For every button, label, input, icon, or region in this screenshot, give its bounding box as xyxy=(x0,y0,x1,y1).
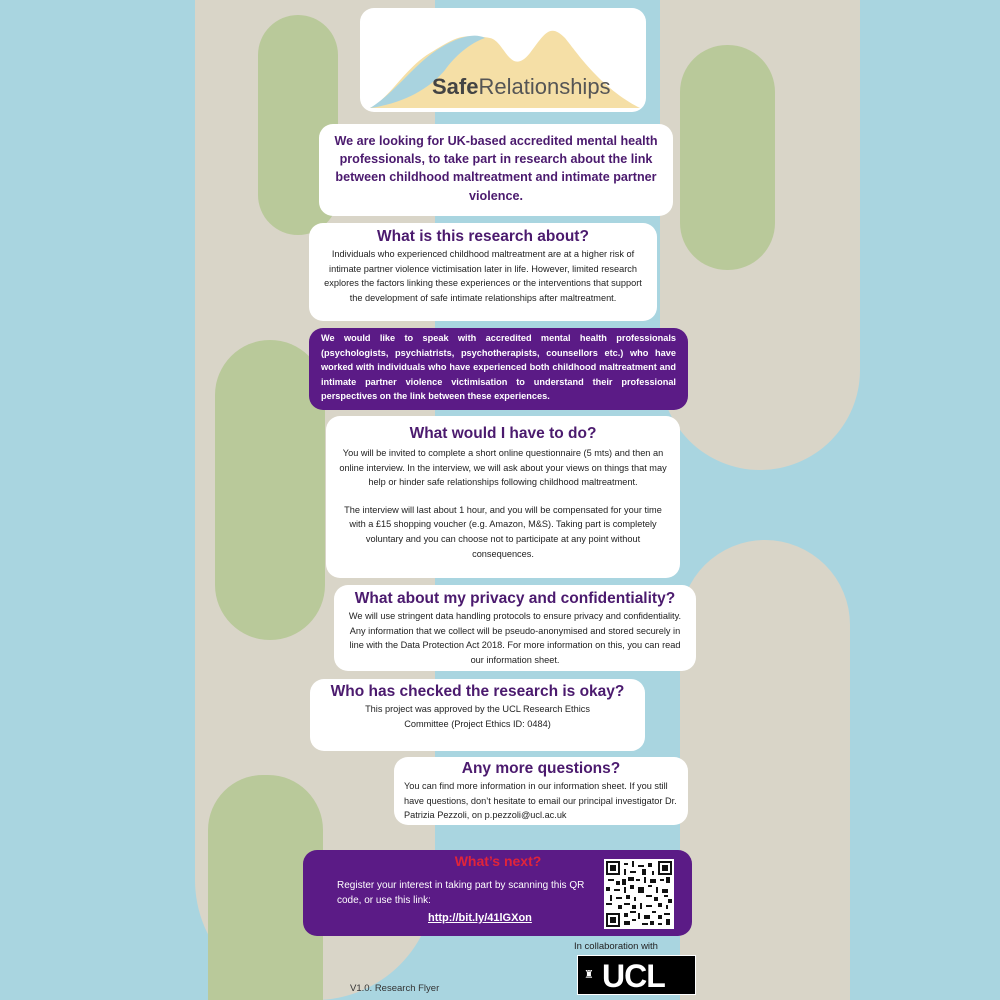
logo-card xyxy=(360,8,646,112)
ucl-logo-text: UCL xyxy=(602,958,665,994)
about-heading: What is this research about? xyxy=(377,228,589,245)
todo-card xyxy=(326,416,680,578)
ucl-logo[interactable] xyxy=(577,955,696,995)
background-blob-green-3 xyxy=(680,45,775,270)
logo-wordmark xyxy=(432,74,611,100)
about-body: Individuals who experienced childhood maltreatment are at a higher risk of intimate partner violence victimisation later in life. However, limited research explores the factors linking these experiences or the interventions that support the development of safe intimate relationships after maltreatment. xyxy=(324,249,642,303)
intro-text: We are looking for UK-based accredited mental health professionals, to take part in research about the link between childhood maltreatment and intimate partner violence. xyxy=(334,134,658,203)
ucl-crest-icon: ♜ xyxy=(584,969,594,981)
privacy-heading: What about my privacy and confidentiality? xyxy=(354,590,676,607)
background-blob-beige-right-lower xyxy=(680,540,850,1000)
ethics-card xyxy=(310,679,645,751)
questions-body: You can find more information in our information sheet. If you still have questions, don’t hesitate to email our principal investigator Dr. Patrizia Pezzoli, on p.pezzoli@ucl.ac.uk xyxy=(404,781,677,821)
todo-heading: What would I have to do? xyxy=(409,425,597,442)
version-label: V1.0. Research Flyer xyxy=(350,983,440,994)
next-card xyxy=(303,850,692,936)
qr-code[interactable] xyxy=(604,859,674,929)
about-card xyxy=(309,223,657,321)
next-heading: What’s next? xyxy=(454,853,542,869)
speak-text: We would like to speak with accredited mental health professionals (psychologists, psychiatrists, psychotherapists, counsellors etc.) who have worked with individuals who have experienced both childhood maltreatment and intimate partner violence victimisation to understand their professional perspectives on the link between these experiences. xyxy=(321,333,676,401)
privacy-body: We will use stringent data handling protocols to ensure privacy and confidentiality. Any information that we collect will be pseudo-anonymised and stored securely in line with the Data Protection Act 2018. For more information on this, you can read our information sheet. xyxy=(348,611,682,665)
next-body: Register your interest in taking part by scanning this QR code, or use this link: xyxy=(337,880,585,906)
ethics-heading: Who has checked the research is okay? xyxy=(330,683,625,700)
logo-wordmark-suffix: Relationships xyxy=(478,74,611,99)
logo-wordmark-prefix: Safe xyxy=(432,74,479,99)
questions-heading: Any more questions? xyxy=(461,760,621,777)
registration-link[interactable]: http://bit.ly/41lGXon xyxy=(428,912,532,924)
privacy-card xyxy=(334,585,696,671)
qr-code-pattern xyxy=(606,861,672,927)
questions-card xyxy=(394,757,688,825)
ethics-body: This project was approved by the UCL Research Ethics Committee (Project Ethics ID: 0484) xyxy=(365,704,590,729)
todo-body-1: You will be invited to complete a short online questionnaire (5 mts) and then an online interview. In the interview, we will ask about your views on things that may help or hinder safe relationships following childhood maltreatment. xyxy=(339,448,667,488)
collab-text: In collaboration with xyxy=(574,941,658,952)
speak-card xyxy=(309,328,688,410)
todo-body-2: The interview will last about 1 hour, and you will be compensated for your time with a £15 shopping voucher (e.g. Amazon, M&S). Taking part is completely voluntary and you can choose not to participate at any point without consequences. xyxy=(344,504,662,559)
intro-card xyxy=(319,124,673,216)
